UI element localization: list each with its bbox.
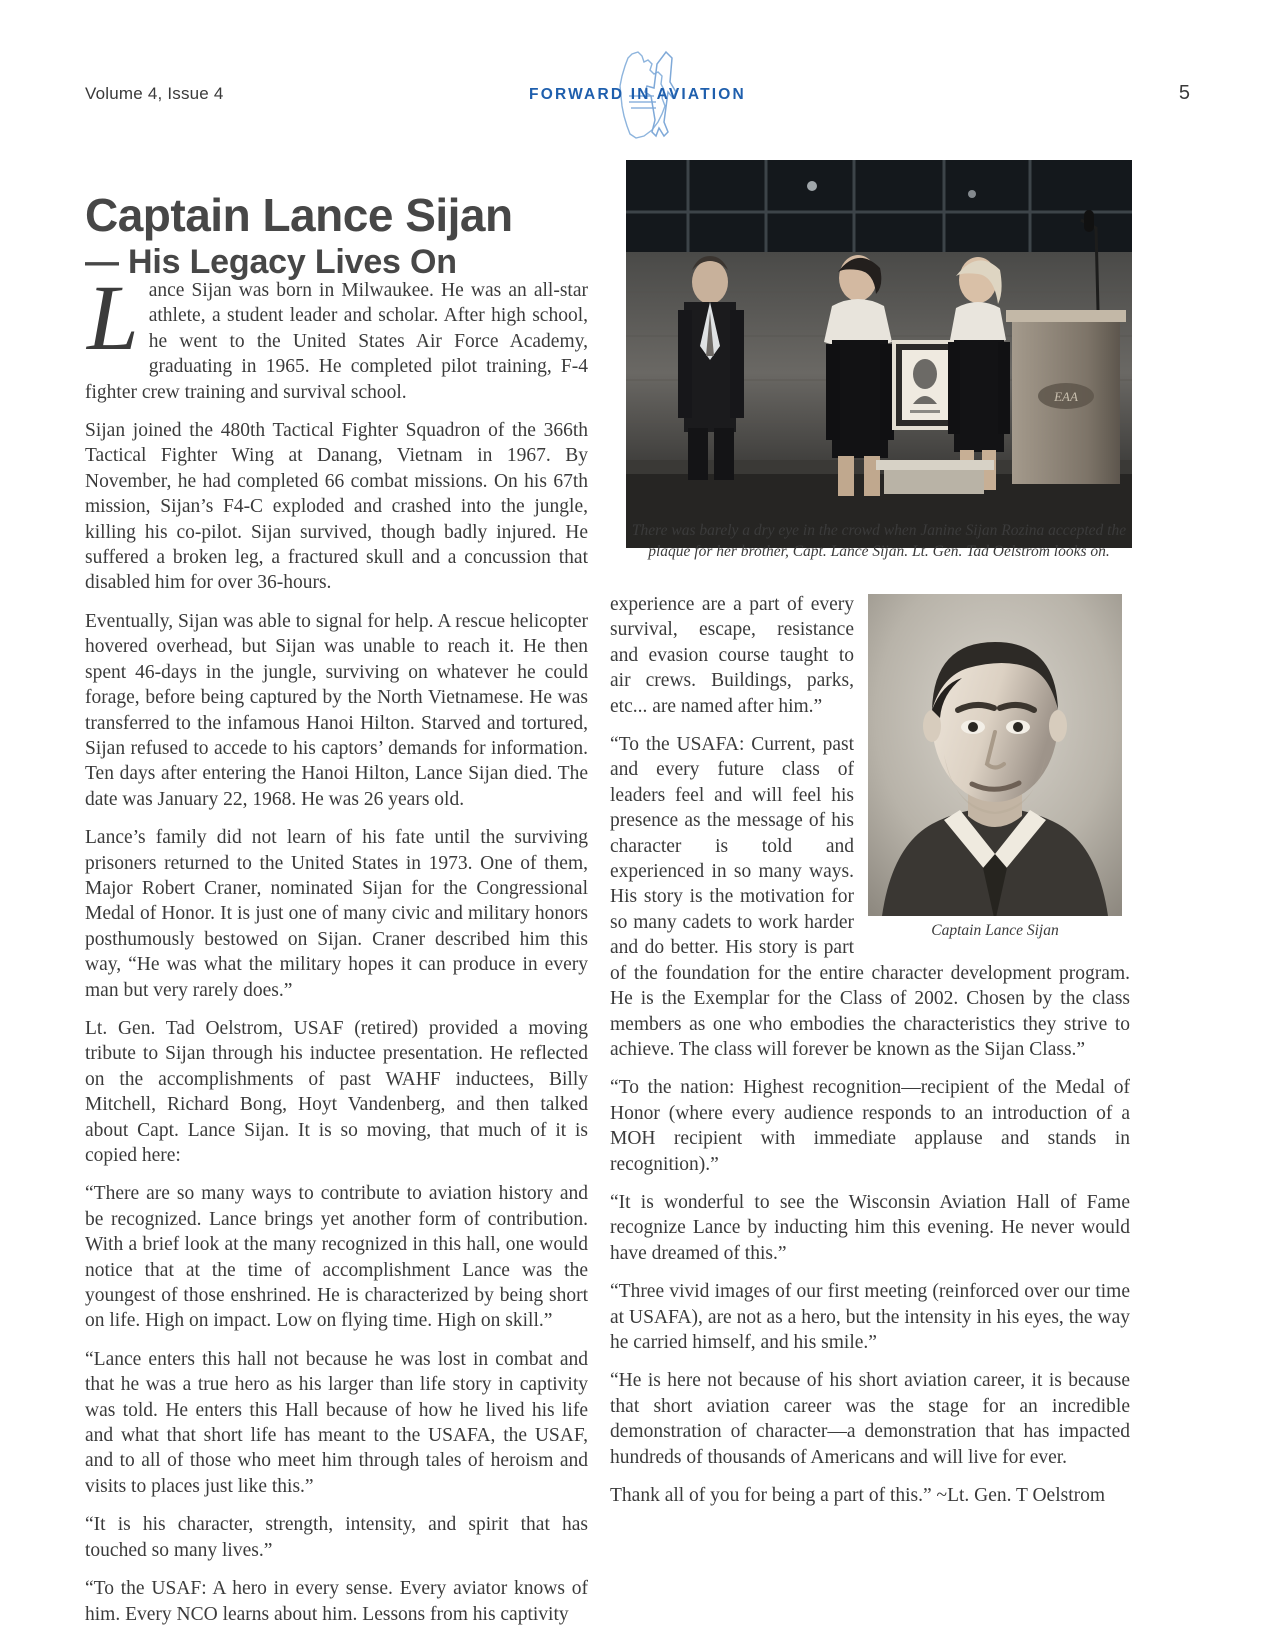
lance-sijan-portrait-caption: Captain Lance Sijan [931,922,1059,939]
drop-cap: L [87,267,139,370]
article-left-column [85,267,588,1627]
paragraph: “It is his character, strength, intensity, and spirit that has touched so many lives.” [85,1514,588,1561]
page-title [85,189,605,283]
lance-sijan-portrait-photo [868,594,1122,916]
article-title-sub: — His Legacy Lives On [85,243,457,282]
page-header [85,48,1190,140]
paragraph-text: ance Sijan was born in Milwaukee. He was an all-star athlete, a student leader and scholar. After high school, he went to the United States Air Force Academy, graduating in 1965. He completed pilot training, F-4 fighter crew training and survival school. [85,280,588,403]
publication-logo [488,48,788,140]
article-title-main: Captain Lance Sijan [85,189,513,242]
logo-wordmark: FORWARD IN AVIATION [529,86,746,103]
paragraph: Eventually, Sijan was able to signal for help. A rescue helicopter hovered overhead, but Sijan was unable to reach it. He then spent 46-days in the jungle, surviving on whatever he could forage, before being captured by the North Vietnamese. He was transferred to the infamous Hanoi Hilton. Starved and tortured, Sijan refused to accede to his captors’ demands for information. Ten days after entering the Hanoi Hilton, Lance Sijan died. The date was January 22, 1968. He was 26 years old. [85,610,588,810]
paragraph: “To the USAFA: Current, past and every future class of leaders feel and will feel his presence as the message of his character is told and experienced in so many ways. His story is the motivation for so many cadets to work harder and do better. His story is part of the foundation for the entire character development program. He is the Exemplar for the Class of 2002. Chosen by the class members as one who embodies the characteristics they strive to achieve. The class will forever be known as the Sijan Class.” [610,734,1130,1060]
volume-issue-label: Volume 4, Issue 4 [85,84,224,103]
paragraph: Thank all of you for being a part of this.” ~Lt. Gen. T Oelstrom [610,1485,1106,1506]
paragraph: Lt. Gen. Tad Oelstrom, USAF (retired) provided a moving tribute to Sijan through his inductee presentation. He reflected on the accomplishments of past WAHF inductees, Billy Mitchell, Richard Bong, Hoyt Vandenberg, and then talked about Capt. Lance Sijan. It is so moving, that much of it is copied here: [85,1017,588,1166]
article-right-column [610,592,1130,1508]
page-number: 5 [1178,82,1190,104]
paragraph: “There are so many ways to contribute to aviation history and be recognized. Lance brings yet another form of contribution. With a brief look at the many recognized in this hall, one would notice that at the time of accomplishment Lance was the youngest of those enshrined. He is characterized by being short on life. High on impact. Low on flying time. High on skill.” [85,1183,588,1332]
paragraph: “To the nation: Highest recognition—recipient of the Medal of Honor (where every audience responds to an introduction of a MOH recipient with immediate applause and stands in recognition).” [610,1077,1130,1175]
award-ceremony-photo-caption: There was barely a dry eye in the crowd when Janine Sijan Rozina accepted the plaque for her brother, Capt. Lance Sijan. Lt. Gen. Tad Oelstrom looks on. [631,522,1127,560]
paragraph: “Lance enters this hall not because he was lost in combat and that he was a true hero as his larger than life story in captivity was told. He enters this Hall because of how he lived his life and what that short life has meant to the USAFA, the USAF, and to all of those who meet him through tales of heroism and visits to places just like this.” [85,1348,588,1497]
paragraph: Lance’s family did not learn of his fate until the surviving prisoners returned to the United States in 1973. One of them, Major Robert Craner, nominated Sijan for the Congressional Medal of Honor. It is just one of many civic and military honors posthumously bestowed on Sijan. Craner described him this way, “He was what the military hopes it can produce in every man but very rarely does.” [85,827,588,1001]
paragraph: “Three vivid images of our first meeting (reinforced over our time at USAFA), are not as a hero, but the intensity in his eyes, the way he carried himself, and his smile.” [610,1281,1130,1353]
paragraph: “To the USAF: A hero in every sense. Every aviator knows of him. Every NCO learns about him. Lessons from his captivity [85,1578,588,1625]
paragraph: experience are a part of every survival, escape, resistance and evasion course taught to air crews. Buildings, parks, etc... are named after him.” [610,594,854,717]
paragraph: Sijan joined the 480th Tactical Fighter Squadron of the 366th Tactical Fighter Wing at Danang, Vietnam in 1967. By November, he had completed 66 combat missions. On his 67th mission, Sijan’s F4-C exploded and crashed into the jungle, killing his co-pilot. Sijan survived, though badly injured. He suffered a broken leg, a fractured skull and a concussion that disabled him for over 36-hours. [85,420,588,594]
svg-text:EAA: EAA [1054,389,1078,404]
paragraph-intro [85,267,588,405]
paragraph: “He is here not because of his short aviation career, it is because that short aviation career was the stage for an incredible demonstration of character—a demonstration that has impacted hundreds of thousands of Americans and will live for ever. [610,1370,1130,1468]
paragraph: “It is wonderful to see the Wisconsin Aviation Hall of Fame recognize Lance by inducting him this evening. He never would have dreamed of this.” [610,1191,1130,1264]
portrait-figure [868,594,1130,946]
award-ceremony-photo [626,160,1132,548]
